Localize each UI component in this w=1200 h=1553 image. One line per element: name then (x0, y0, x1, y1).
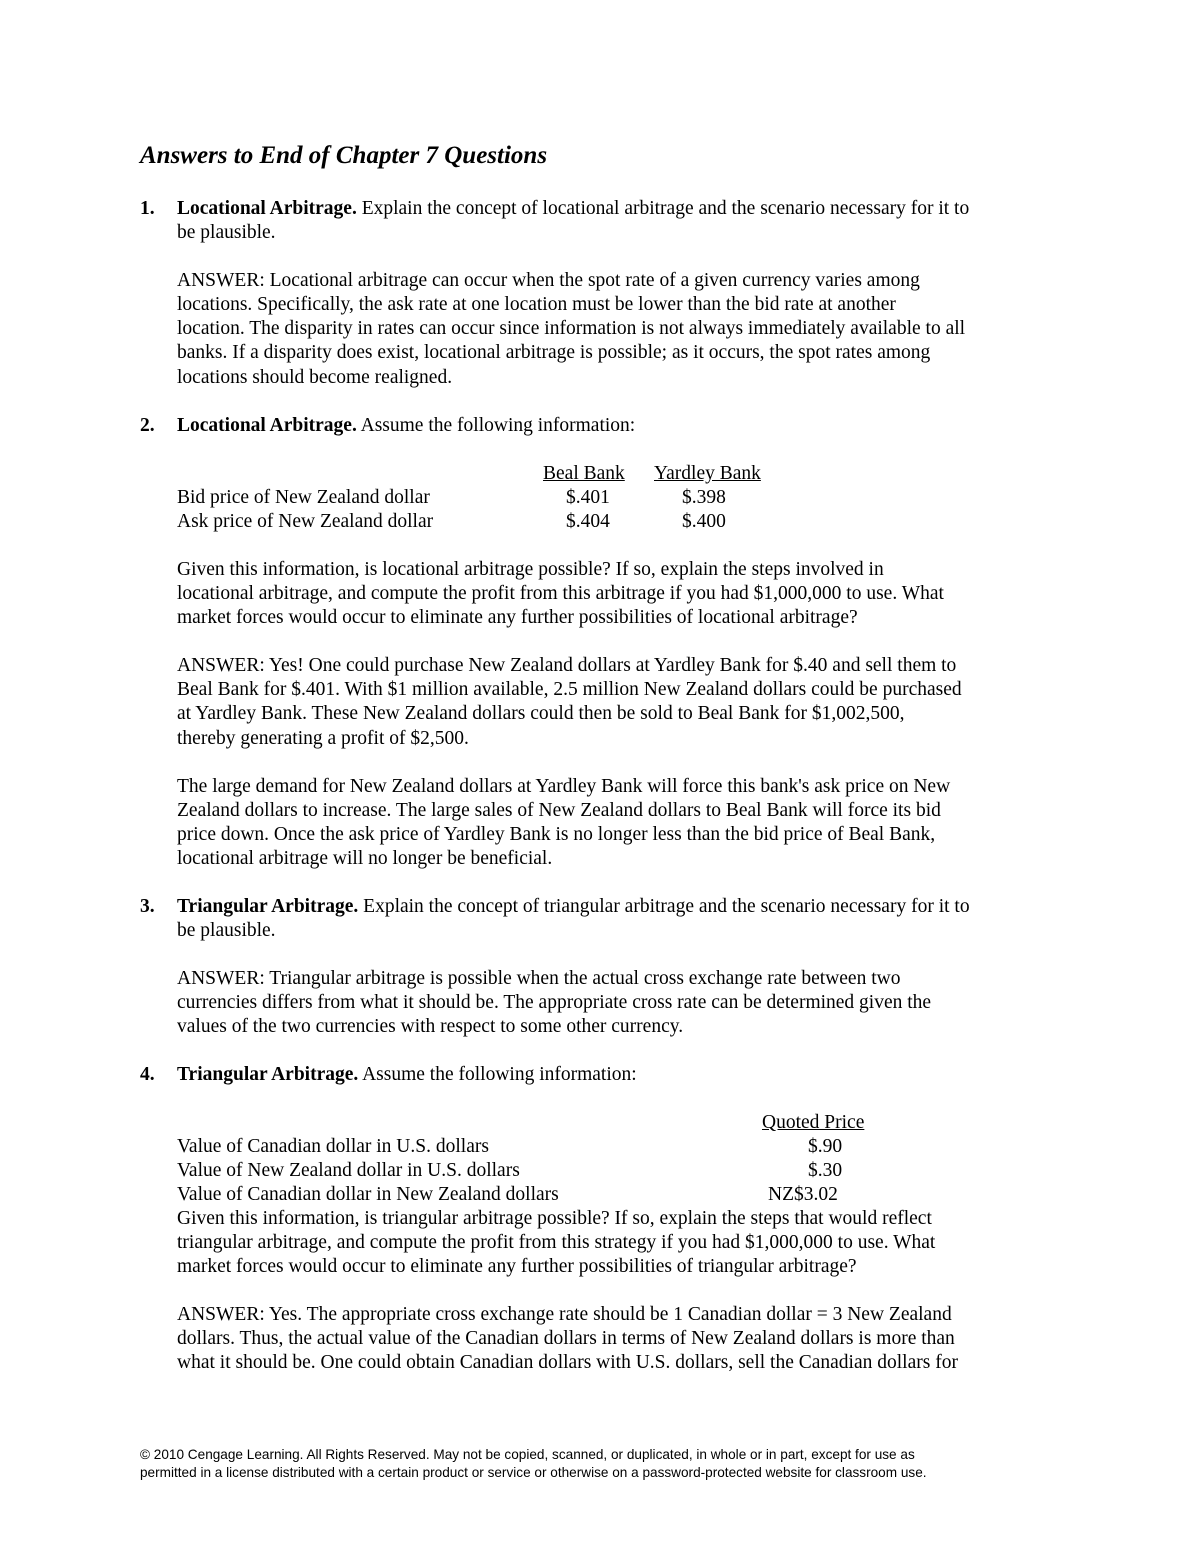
answer-line: ANSWER: Yes. The appropriate cross exchange rate should be 1 Canadian dollar = 3 New Zealand (177, 1304, 952, 1325)
answer-line: The large demand for New Zealand dollars at Yardley Bank will force this bank's ask price on New (177, 776, 951, 797)
question-1 (177, 197, 969, 221)
table-header-quoted-price: Quoted Price (762, 1112, 865, 1133)
question-text: Given this information, is triangular arbitrage possible? If so, explain the steps that would reflect (177, 1208, 932, 1229)
question-text: market forces would occur to eliminate any further possibilities of triangular arbitrage? (177, 1256, 857, 1277)
question-number: 2. (140, 415, 155, 436)
answer-line: price down. Once the ask price of Yardley Bank is no longer less than the bid price of Beal Bank, (177, 824, 936, 845)
answer-line: Beal Bank for $.401. With $1 million available, 2.5 million New Zealand dollars could be purchased (177, 679, 962, 700)
question-topic: Triangular Arbitrage. (177, 896, 359, 917)
table-cell: $.404 (566, 511, 610, 532)
question-text: market forces would occur to eliminate any further possibilities of locational arbitrage? (177, 607, 858, 628)
table-cell: $.398 (682, 487, 726, 508)
question-text: triangular arbitrage, and compute the profit from this strategy if you had $1,000,000 to use. What (177, 1232, 936, 1253)
table-row-label: Value of Canadian dollar in New Zealand dollars (177, 1184, 559, 1205)
question-text: Given this information, is locational arbitrage possible? If so, explain the steps involved in (177, 559, 884, 580)
answer-line: locations. Specifically, the ask rate at one location must be lower than the bid rate at another (177, 294, 896, 315)
table-row-label: Value of Canadian dollar in U.S. dollars (177, 1136, 489, 1157)
question-4 (177, 1063, 637, 1087)
table-row-label: Ask price of New Zealand dollar (177, 511, 434, 532)
question-text: Explain the concept of locational arbitrage and the scenario necessary for it to (356, 198, 970, 219)
question-text: Explain the concept of triangular arbitrage and the scenario necessary for it to (358, 896, 970, 917)
question-text: be plausible. (177, 222, 276, 243)
question-topic: Locational Arbitrage. (177, 415, 357, 436)
question-topic: Triangular Arbitrage. (177, 1064, 359, 1085)
answer-line: currencies differs from what it should be. The appropriate cross rate can be determined given the (177, 992, 932, 1013)
footer-line: permitted in a license distributed with a certain product or service or otherwise on a password-protected website for classroom use. (140, 1465, 927, 1480)
answer-line: ANSWER: Yes! One could purchase New Zealand dollars at Yardley Bank for $.40 and sell them to (177, 655, 957, 676)
answer-line: locational arbitrage will no longer be beneficial. (177, 848, 553, 869)
question-number: 4. (140, 1064, 155, 1085)
page-title: Answers to End of Chapter 7 Questions (140, 142, 548, 169)
question-text: locational arbitrage, and compute the profit from this arbitrage if you had $1,000,000 to use. What (177, 583, 944, 604)
answer-line: at Yardley Bank. These New Zealand dollars could then be sold to Beal Bank for $1,002,500, (177, 703, 905, 724)
question-2 (177, 414, 635, 438)
table-cell: $.401 (566, 487, 610, 508)
answer-line: banks. If a disparity does exist, locational arbitrage is possible; as it occurs, the spot rates among (177, 342, 931, 363)
answer-line: location. The disparity in rates can occur since information is not always immediately available to all (177, 318, 966, 339)
footer-line: © 2010 Cengage Learning. All Rights Reserved. May not be copied, scanned, or duplicated, in whole or in part, except for use as (140, 1447, 915, 1462)
table-header-beal: Beal Bank (543, 463, 625, 484)
question-text: Assume the following information: (356, 415, 636, 436)
table-cell: $.30 (808, 1160, 843, 1181)
answer-line: dollars. Thus, the actual value of the Canadian dollars in terms of New Zealand dollars is more than (177, 1328, 955, 1349)
table-row-label: Bid price of New Zealand dollar (177, 487, 430, 508)
answer-line: ANSWER: Locational arbitrage can occur when the spot rate of a given currency varies among (177, 270, 920, 291)
table-cell: $.400 (682, 511, 726, 532)
question-3 (177, 895, 970, 919)
question-text: Assume the following information: (358, 1064, 637, 1085)
table-header-yardley: Yardley Bank (654, 463, 761, 484)
answer-line: thereby generating a profit of $2,500. (177, 728, 469, 749)
question-text: be plausible. (177, 920, 276, 941)
table-cell: $.90 (808, 1136, 843, 1157)
table-row-label: Value of New Zealand dollar in U.S. dollars (177, 1160, 520, 1181)
answer-line: Zealand dollars to increase. The large sales of New Zealand dollars to Beal Bank will force its bid (177, 800, 941, 821)
answer-line: values of the two currencies with respect to some other currency. (177, 1016, 684, 1037)
question-number: 1. (140, 198, 155, 219)
question-topic: Locational Arbitrage. (177, 198, 357, 219)
question-number: 3. (140, 896, 155, 917)
table-cell: NZ$3.02 (768, 1184, 838, 1205)
copyright-footer (140, 1446, 927, 1482)
answer-line: locations should become realigned. (177, 367, 453, 388)
answer-line: what it should be. One could obtain Canadian dollars with U.S. dollars, sell the Canadian dollars for (177, 1352, 958, 1373)
answer-line: ANSWER: Triangular arbitrage is possible when the actual cross exchange rate between two (177, 968, 901, 989)
